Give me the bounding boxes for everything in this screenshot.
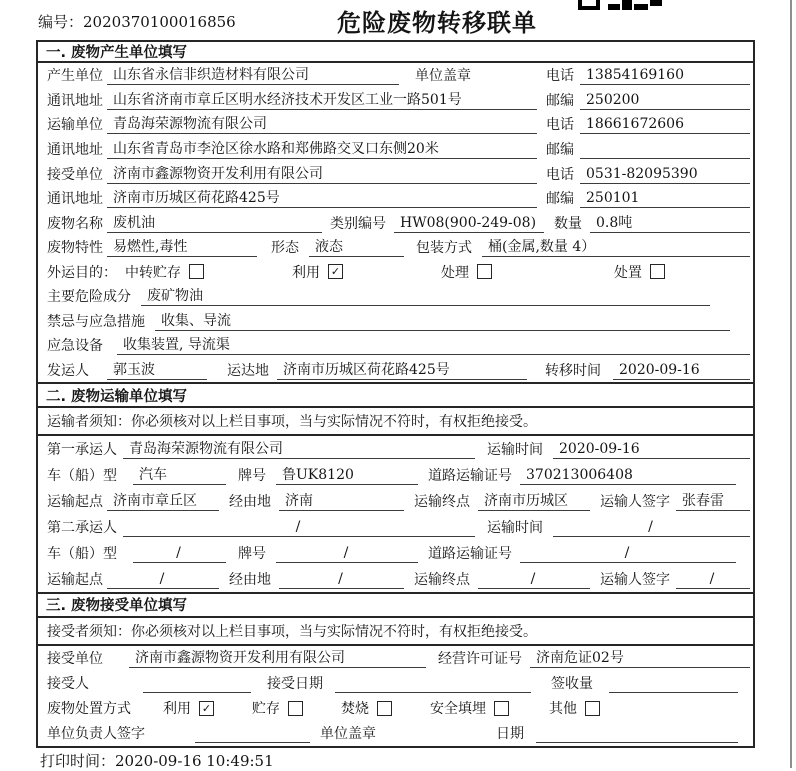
- address-label: 通讯地址: [47, 191, 103, 208]
- responsible-sign-label: 单位负责人签字: [47, 726, 145, 743]
- carrier-sign-label: 运输人签字: [600, 571, 670, 588]
- page-edge-line: [790, 0, 792, 768]
- checkbox-treat[interactable]: [477, 264, 492, 279]
- checkbox-dispose[interactable]: [650, 264, 665, 279]
- address-label: 通讯地址: [47, 92, 103, 109]
- phone-label: 电话: [546, 117, 574, 134]
- print-time-value: 2020-09-16 10:49:51: [115, 752, 274, 770]
- checkbox-disposal-utilize[interactable]: ✓: [199, 701, 214, 716]
- destination-value: 济南市历城区荷花路425号: [277, 360, 527, 380]
- row-disposal-method: [38, 696, 753, 721]
- purpose-option-transit-storage: 中转贮存: [125, 262, 204, 282]
- checkbox-disposal-incinerate[interactable]: [377, 701, 392, 716]
- responsible-sign-value[interactable]: [195, 723, 310, 743]
- route-end-label: 运输终点: [414, 494, 470, 511]
- row-dispatcher: [38, 358, 753, 383]
- plate2-value: /: [276, 543, 418, 563]
- destination-label: 运达地: [227, 363, 269, 380]
- transporter-notice: 运输者须知：你必须核对以上栏目事项，当与实际情况不符时，有权拒绝接受。: [38, 408, 753, 436]
- page-title: 危险废物转移联单: [337, 9, 537, 37]
- accept-unit-value: 济南市鑫源物资开发利用有限公司: [129, 648, 426, 668]
- equipment-label: 应急设备: [47, 338, 103, 355]
- route-end-value: 济南市历城区: [478, 491, 590, 511]
- transport-time2-value: /: [553, 517, 750, 537]
- receiver-address-value: 济南市历城区荷花路425号: [107, 188, 537, 208]
- carrier-sign-value: 张春雷: [676, 491, 750, 511]
- carrier-sign-label: 运输人签字: [600, 494, 670, 511]
- plate-label: 牌号: [238, 468, 266, 485]
- emergency-label: 禁忌与应急措施: [47, 313, 145, 330]
- acceptor-label: 接受人: [47, 676, 89, 693]
- receiver-value: 济南市鑫源物资开发利用有限公司: [107, 164, 537, 184]
- accept-date-label: 接受日期: [267, 676, 323, 693]
- received-qty-label: 签收量: [551, 676, 593, 693]
- transporter-phone-value: 18661672606: [580, 114, 750, 134]
- date-value[interactable]: [536, 723, 738, 743]
- phone-label: 电话: [546, 166, 574, 183]
- form-label: 形态: [271, 240, 299, 257]
- producer-phone-value: 13854169160: [580, 65, 750, 85]
- serial-value: 2020370100016856: [83, 13, 236, 31]
- row-vehicle1: [38, 462, 753, 488]
- manifest-form: [36, 40, 755, 748]
- road-permit-label: 道路运输证号: [428, 468, 512, 485]
- packing-value: 桶(金属,数量 4）: [482, 237, 750, 257]
- second-carrier-value: /: [123, 517, 475, 537]
- row-producer: [38, 63, 753, 88]
- route-via-value: 济南: [279, 491, 404, 511]
- purpose-option-treat: 处理: [441, 262, 492, 282]
- packing-label: 包装方式: [416, 240, 472, 257]
- plate-value: 鲁UK8120: [276, 465, 418, 485]
- purpose-option-utilize: 利用 ✓: [292, 262, 343, 282]
- receiver-notice: 接受者须知：你必须核对以上栏目事项，当与实际情况不符时，有权拒绝接受。: [38, 618, 753, 646]
- producer-address-value: 山东省济南市章丘区明水经济技术开发区工业一路501号: [107, 90, 537, 110]
- route-start-label: 运输起点: [47, 494, 103, 511]
- route-via-label: 经由地: [229, 494, 271, 511]
- route-start-value: 济南市章丘区: [107, 491, 219, 511]
- carrier-sign2-value: /: [676, 569, 750, 589]
- road-permit-label: 道路运输证号: [428, 545, 512, 562]
- quantity-value: 0.8吨: [590, 213, 750, 233]
- transporter-address-value: 山东省青岛市李沧区徐水路和郑佛路交叉口东侧20米: [107, 139, 537, 159]
- seal-label: 单位盖章: [415, 68, 471, 85]
- transfer-time-value: 2020-09-16: [613, 360, 750, 380]
- emergency-value: 收集、导流: [155, 311, 730, 331]
- waste-property-label: 废物特性: [47, 240, 103, 257]
- disposal-option-other: 其他: [549, 698, 600, 718]
- accept-date-value[interactable]: [335, 673, 531, 693]
- row-transporter-address: [38, 137, 753, 162]
- business-permit-label: 经营许可证号: [438, 651, 522, 668]
- equipment-value: 收集装置, 导流渠: [117, 335, 750, 355]
- section2-header: 二. 废物运输单位填写: [38, 382, 753, 408]
- road-permit2-value: /: [520, 543, 736, 563]
- zip-label: 邮编: [546, 191, 574, 208]
- transport-time-label: 运输时间: [487, 442, 543, 459]
- first-carrier-label: 第一承运人: [47, 442, 117, 459]
- producer-label: 产生单位: [47, 68, 103, 85]
- qr-code-fragment: [578, 0, 664, 10]
- row-receiver-address: [38, 186, 753, 211]
- route-start2-value: /: [107, 569, 219, 589]
- row-accept-unit: [38, 646, 753, 671]
- plate-label: 牌号: [238, 545, 266, 562]
- category-label: 类别编号: [330, 215, 386, 232]
- dispatcher-value: 郭玉波: [107, 360, 207, 380]
- row-producer-address: [38, 88, 753, 113]
- receiver-phone-value: 0531-82095390: [580, 164, 750, 184]
- disposal-option-incinerate: 焚烧: [341, 698, 392, 718]
- zip-label: 邮编: [546, 141, 574, 158]
- vehicle-type-label: 车（船）型: [47, 545, 117, 562]
- row-vehicle2: [38, 540, 753, 566]
- row-transfer-purpose: [38, 260, 753, 285]
- waste-name-label: 废物名称: [47, 215, 103, 232]
- row-receiver: [38, 161, 753, 186]
- row-first-carrier: [38, 436, 753, 462]
- disposal-option-utilize: 利用 ✓: [163, 698, 214, 718]
- section3-header: 三. 废物接受单位填写: [38, 592, 753, 618]
- row-acceptor: [38, 671, 753, 696]
- serial-label: 编号：: [38, 13, 84, 31]
- purpose-option-dispose: 处置: [614, 262, 665, 282]
- route-start-label: 运输起点: [47, 571, 103, 588]
- disposal-label: 废物处置方式: [47, 701, 131, 718]
- accept-unit-label: 接受单位: [47, 651, 103, 668]
- quantity-label: 数量: [554, 215, 582, 232]
- row-waste-property: [38, 235, 753, 260]
- section1-header: 一. 废物产生单位填写: [38, 42, 753, 63]
- date-label: 日期: [496, 726, 524, 743]
- transfer-time-label: 转移时间: [545, 363, 601, 380]
- waste-property-value: 易燃性,毒性: [107, 237, 257, 257]
- purpose-label: 外运目的：: [47, 264, 117, 281]
- print-time-label: 打印时间：: [40, 752, 116, 770]
- hazard-value: 废矿物油: [141, 286, 710, 306]
- business-permit-value: 济南危证02号: [530, 648, 750, 668]
- unit-seal-label: 单位盖章: [320, 726, 376, 743]
- transporter-zip-value: [580, 139, 750, 159]
- phone-label: 电话: [546, 68, 574, 85]
- transport-time-value: 2020-09-16: [553, 439, 750, 459]
- route-via2-value: /: [279, 569, 404, 589]
- waste-name-value: 废机油: [107, 213, 322, 233]
- checkbox-disposal-landfill[interactable]: [494, 701, 509, 716]
- transporter-value: 青岛海荣源物流有限公司: [107, 114, 537, 134]
- producer-value: 山东省永信非织造材料有限公司: [107, 65, 399, 85]
- received-qty-value[interactable]: [609, 673, 738, 693]
- route-via-label: 经由地: [229, 571, 271, 588]
- checkbox-disposal-store[interactable]: [288, 701, 303, 716]
- row-emergency-measures: [38, 309, 753, 334]
- transport-time-label: 运输时间: [487, 520, 543, 536]
- row-responsible-sign: [38, 721, 753, 746]
- checkbox-disposal-other[interactable]: [585, 701, 600, 716]
- row-waste-name: [38, 210, 753, 235]
- disposal-option-landfill: 安全填埋: [430, 698, 509, 718]
- category-value: HW08(900-249-08): [394, 213, 544, 233]
- first-carrier-value: 青岛海荣源物流有限公司: [123, 439, 475, 459]
- address-label: 通讯地址: [47, 141, 103, 158]
- row-route1: [38, 488, 753, 514]
- row-second-carrier: [38, 514, 753, 540]
- disposal-option-store: 贮存: [252, 698, 303, 718]
- vehicle-type-value: 汽车: [133, 465, 226, 485]
- receiver-zip-value: 250101: [580, 188, 750, 208]
- vehicle-type2-value: /: [133, 543, 226, 563]
- acceptor-value[interactable]: [143, 673, 251, 693]
- transporter-label: 运输单位: [47, 117, 103, 134]
- form-value: 液态: [309, 237, 404, 257]
- dispatcher-label: 发运人: [47, 363, 89, 380]
- route-end-label: 运输终点: [414, 571, 470, 588]
- receiver-label: 接受单位: [47, 166, 103, 183]
- vehicle-type-label: 车（船）型: [47, 468, 117, 485]
- producer-zip-value: 250200: [580, 90, 750, 110]
- row-transporter: [38, 112, 753, 137]
- checkbox-transit-storage[interactable]: [189, 264, 204, 279]
- road-permit-value: 370213006408: [520, 465, 736, 485]
- row-emergency-equipment: [38, 333, 753, 358]
- checkbox-utilize[interactable]: ✓: [328, 264, 343, 279]
- zip-label: 邮编: [546, 92, 574, 109]
- row-hazard-component: [38, 284, 753, 309]
- second-carrier-label: 第二承运人: [47, 520, 117, 536]
- row-route2: [38, 566, 753, 592]
- hazard-label: 主要危险成分: [47, 289, 131, 306]
- route-end2-value: /: [478, 569, 590, 589]
